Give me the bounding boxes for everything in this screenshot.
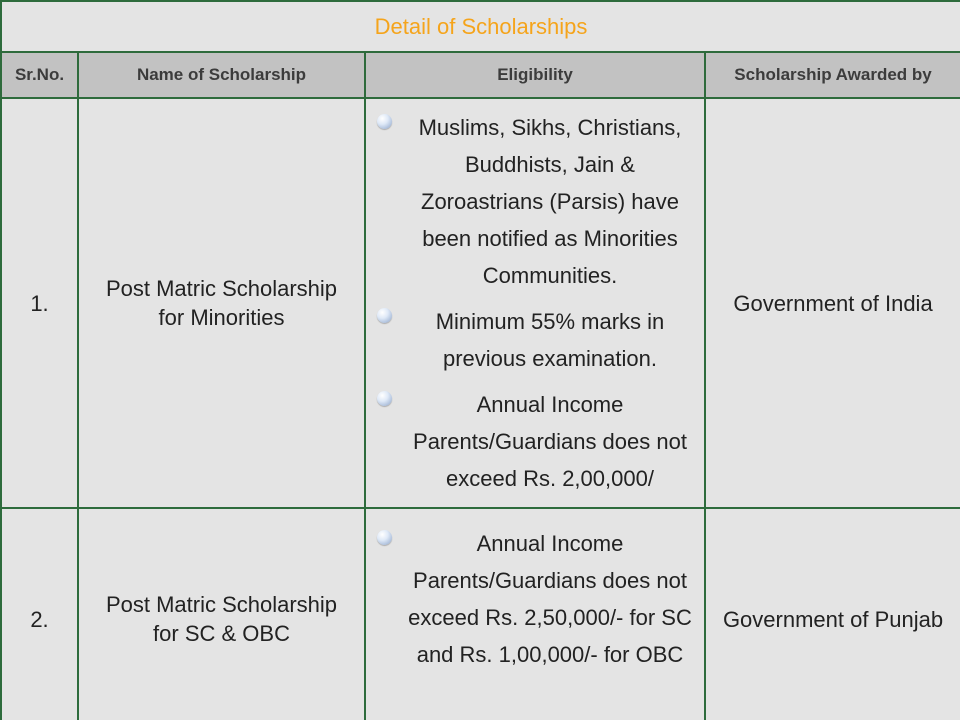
- eligibility-item: [366, 519, 704, 676]
- table-row: [1, 508, 960, 720]
- sphere-bullet-icon: [377, 114, 392, 129]
- header-awarded-by: Scholarship Awarded by: [705, 52, 960, 98]
- eligibility-list: [366, 509, 704, 676]
- awarded-by-cell: Government of Punjab: [705, 508, 960, 720]
- header-row: [1, 52, 960, 98]
- scholarship-name-line: Post Matric Scholarship: [105, 276, 338, 301]
- sr-no-cell: 2.: [1, 508, 78, 720]
- eligibility-list: [366, 99, 704, 500]
- eligibility-item: [366, 297, 704, 380]
- eligibility-text: Minimum 55% marks in previous examination.: [435, 309, 665, 371]
- header-name: Name of Scholarship: [78, 52, 365, 98]
- header-eligibility: Eligibility: [365, 52, 705, 98]
- scholarship-name-line: Post Matric Scholarship: [105, 592, 338, 617]
- scholarship-name-line: for SC & OBC: [153, 621, 290, 646]
- sr-no-cell: 1.: [1, 98, 78, 508]
- eligibility-text: Annual Income Parents/Guardians does not exceed Rs. 2,50,000/- for SC and Rs. 1,00,000/- for OBC: [408, 531, 692, 667]
- sphere-bullet-icon: [377, 308, 392, 323]
- header-sr-no: Sr.No.: [1, 52, 78, 98]
- sphere-bullet-icon: [377, 530, 392, 545]
- eligibility-cell: [365, 508, 705, 720]
- eligibility-cell: [365, 98, 705, 508]
- scholarship-name-line: for Minorities: [158, 305, 285, 330]
- eligibility-item: [366, 103, 704, 297]
- eligibility-item: [366, 380, 704, 500]
- table-row: [1, 98, 960, 508]
- table-title: Detail of Scholarships: [1, 1, 960, 52]
- sphere-bullet-icon: [377, 391, 392, 406]
- eligibility-text: Annual Income Parents/Guardians does not exceed Rs. 2,00,000/: [413, 392, 687, 491]
- eligibility-text: Muslims, Sikhs, Christians, Buddhists, Jain & Zoroastrians (Parsis) have been notified as Minorities Communities.: [418, 115, 682, 288]
- scholarship-name-cell: [78, 98, 365, 508]
- scholarship-name-cell: [78, 508, 365, 720]
- awarded-by-cell: Government of India: [705, 98, 960, 508]
